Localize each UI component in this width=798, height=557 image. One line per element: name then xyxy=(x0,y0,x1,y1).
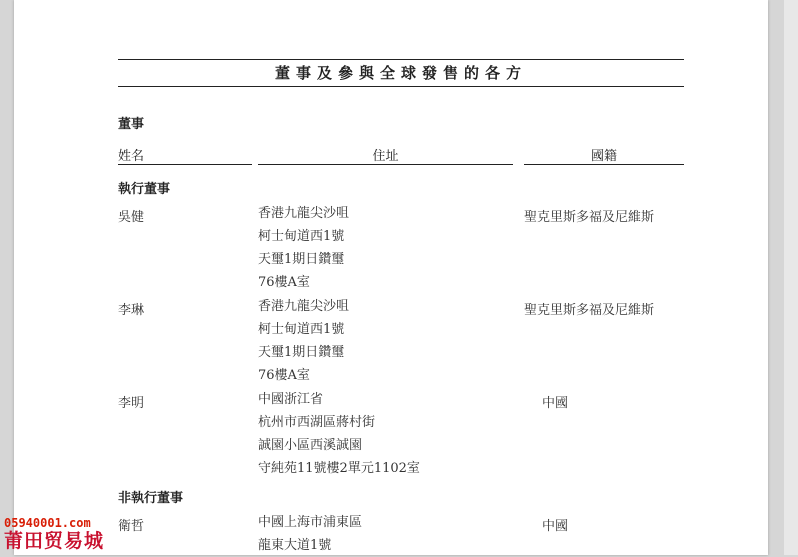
address-line: 香港九龍尖沙咀 xyxy=(258,299,350,314)
director-name: 李琳 xyxy=(118,303,145,318)
director-address xyxy=(258,202,349,294)
director-name: 吳健 xyxy=(118,210,145,225)
director-address xyxy=(258,295,349,387)
address-line: 杭州市西湖區蔣村街 xyxy=(258,415,376,430)
director-name: 李明 xyxy=(118,396,145,411)
vertical-scrollbar[interactable] xyxy=(784,0,798,555)
watermark-url: 05940001.com xyxy=(4,516,91,530)
subsection-executive-directors: 執行董事 xyxy=(118,182,171,197)
address-line: 柯士甸道西1號 xyxy=(258,322,345,337)
document-page xyxy=(14,0,768,555)
header-rule-name xyxy=(118,164,252,165)
address-line: 中國上海市浦東區 xyxy=(258,515,363,530)
header-rule-nationality xyxy=(524,164,684,165)
subsection-non-executive-directors: 非執行董事 xyxy=(118,491,184,506)
address-line: 守純苑11號樓2單元1102室 xyxy=(258,461,420,476)
director-address xyxy=(258,511,362,557)
column-header-nationality: 國籍 xyxy=(590,149,617,164)
address-line: 龍東大道1號 xyxy=(258,538,332,553)
address-line: 76樓A室 xyxy=(258,275,310,290)
watermark xyxy=(4,516,104,552)
address-line: 誠園小區西溪誠園 xyxy=(258,438,363,453)
title-top-rule xyxy=(118,59,684,60)
address-line: 香港九龍尖沙咀 xyxy=(258,206,350,221)
director-name: 衛哲 xyxy=(118,519,145,534)
address-line: 天璽1期日鑽璽 xyxy=(258,252,345,267)
address-line: 中國浙江省 xyxy=(258,392,324,407)
director-nationality: 聖克里斯多福及尼維斯 xyxy=(524,210,655,225)
address-line: 天璽1期日鑽璽 xyxy=(258,345,345,360)
director-address xyxy=(258,388,420,480)
address-line: 76樓A室 xyxy=(258,368,310,383)
page-title: 董事及參與全球發售的各方 xyxy=(274,64,527,82)
title-bottom-rule xyxy=(118,86,684,87)
column-header-address: 住址 xyxy=(372,149,399,164)
header-rule-address xyxy=(258,164,513,165)
director-nationality: 中國 xyxy=(542,519,569,534)
section-heading-directors: 董事 xyxy=(118,117,145,132)
column-header-name: 姓名 xyxy=(118,149,145,164)
watermark-name: 莆田贸易城 xyxy=(4,530,105,552)
director-nationality: 中國 xyxy=(542,396,569,411)
director-nationality: 聖克里斯多福及尼維斯 xyxy=(524,303,655,318)
address-line: 柯士甸道西1號 xyxy=(258,229,345,244)
